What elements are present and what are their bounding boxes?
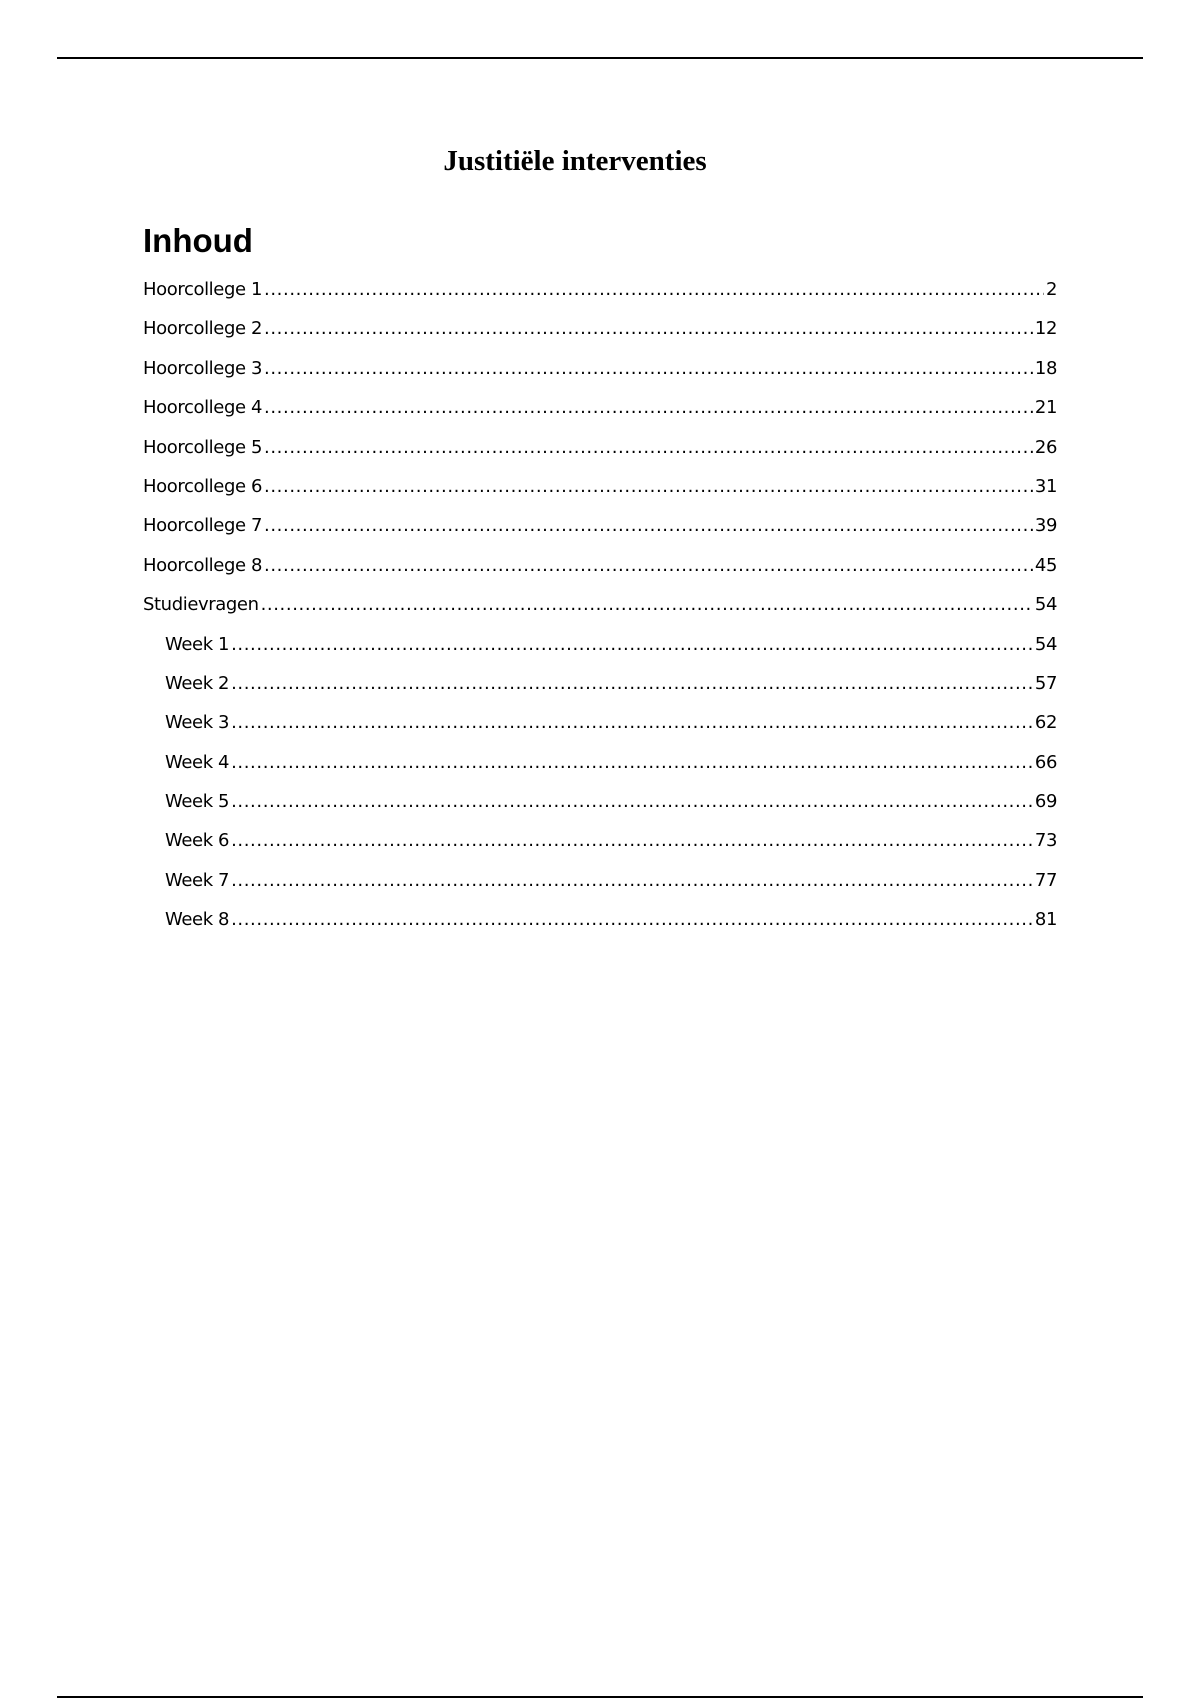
toc-entry[interactable] bbox=[143, 823, 1057, 862]
toc-dot-leader bbox=[231, 666, 1033, 702]
toc-entry-page-number: 81 bbox=[1034, 909, 1057, 931]
toc-entry-page-number: 2 bbox=[1045, 279, 1057, 300]
toc-entry[interactable] bbox=[143, 548, 1057, 587]
toc-dot-leader bbox=[231, 863, 1033, 899]
toc-entry[interactable] bbox=[143, 784, 1057, 823]
toc-entry-label: Hoorcollege 3 bbox=[143, 357, 263, 379]
toc-entry[interactable] bbox=[143, 311, 1057, 350]
toc-entry[interactable] bbox=[143, 469, 1057, 508]
toc-entry-label: Week 8 bbox=[165, 909, 230, 931]
toc-heading: Inhoud bbox=[143, 222, 253, 259]
toc-dot-leader bbox=[264, 430, 1033, 466]
toc-entry[interactable] bbox=[143, 272, 1057, 311]
table-of-contents bbox=[143, 272, 1057, 942]
toc-entry[interactable] bbox=[143, 390, 1057, 429]
toc-entry-label: Studievragen bbox=[143, 594, 259, 616]
toc-entry[interactable] bbox=[143, 627, 1057, 666]
toc-entry-page-number: 39 bbox=[1034, 515, 1057, 537]
toc-entry-page-number: 18 bbox=[1034, 357, 1057, 379]
toc-dot-leader bbox=[231, 745, 1033, 781]
toc-entry-label: Week 7 bbox=[165, 869, 230, 891]
toc-entry-page-number: 73 bbox=[1034, 830, 1057, 852]
toc-entry-label: Hoorcollege 4 bbox=[143, 397, 263, 419]
toc-entry-label: Hoorcollege 6 bbox=[143, 475, 263, 497]
toc-entry-page-number: 77 bbox=[1034, 869, 1057, 891]
toc-entry-label: Week 2 bbox=[165, 672, 230, 694]
toc-dot-leader bbox=[264, 548, 1033, 584]
toc-entry-page-number: 26 bbox=[1034, 436, 1057, 458]
header-rule bbox=[57, 57, 1143, 59]
toc-dot-leader bbox=[264, 351, 1033, 387]
toc-entry-page-number: 45 bbox=[1034, 554, 1057, 576]
toc-dot-leader bbox=[264, 272, 1044, 308]
toc-entry-label: Hoorcollege 2 bbox=[143, 318, 263, 340]
toc-entry-label: Week 1 bbox=[165, 633, 230, 655]
toc-entry[interactable] bbox=[143, 705, 1057, 744]
toc-dot-leader bbox=[264, 390, 1033, 426]
toc-entry-page-number: 57 bbox=[1034, 672, 1057, 694]
toc-dot-leader bbox=[261, 587, 1033, 623]
toc-entry-label: Hoorcollege 5 bbox=[143, 436, 263, 458]
toc-dot-leader bbox=[264, 311, 1033, 347]
toc-entry[interactable] bbox=[143, 902, 1057, 941]
toc-dot-leader bbox=[231, 902, 1033, 938]
toc-entry-page-number: 66 bbox=[1034, 751, 1057, 773]
toc-entry-label: Week 6 bbox=[165, 830, 230, 852]
footer-rule bbox=[57, 1696, 1143, 1698]
toc-entry-page-number: 21 bbox=[1034, 397, 1057, 419]
toc-entry-page-number: 54 bbox=[1034, 594, 1057, 616]
toc-entry-label: Week 5 bbox=[165, 791, 230, 813]
toc-entry-page-number: 69 bbox=[1034, 791, 1057, 813]
toc-entry[interactable] bbox=[143, 508, 1057, 547]
toc-dot-leader bbox=[231, 784, 1033, 820]
toc-dot-leader bbox=[264, 469, 1033, 505]
toc-entry-page-number: 54 bbox=[1034, 633, 1057, 655]
document-title: Justitiële interventies bbox=[443, 145, 707, 177]
toc-entry-page-number: 31 bbox=[1034, 475, 1057, 497]
toc-entry-label: Week 4 bbox=[165, 751, 230, 773]
toc-dot-leader bbox=[231, 823, 1033, 859]
toc-entry-label: Hoorcollege 1 bbox=[143, 279, 263, 300]
toc-entry[interactable] bbox=[143, 666, 1057, 705]
toc-entry-label: Hoorcollege 8 bbox=[143, 554, 263, 576]
toc-entry-label: Week 3 bbox=[165, 712, 230, 734]
toc-entry-page-number: 62 bbox=[1034, 712, 1057, 734]
toc-entry[interactable] bbox=[143, 430, 1057, 469]
toc-entry-label: Hoorcollege 7 bbox=[143, 515, 263, 537]
toc-dot-leader bbox=[231, 705, 1033, 741]
toc-entry[interactable] bbox=[143, 351, 1057, 390]
toc-entry-page-number: 12 bbox=[1034, 318, 1057, 340]
toc-entry[interactable] bbox=[143, 587, 1057, 626]
toc-dot-leader bbox=[231, 627, 1033, 663]
toc-entry[interactable] bbox=[143, 863, 1057, 902]
toc-entry[interactable] bbox=[143, 745, 1057, 784]
toc-dot-leader bbox=[264, 508, 1033, 544]
